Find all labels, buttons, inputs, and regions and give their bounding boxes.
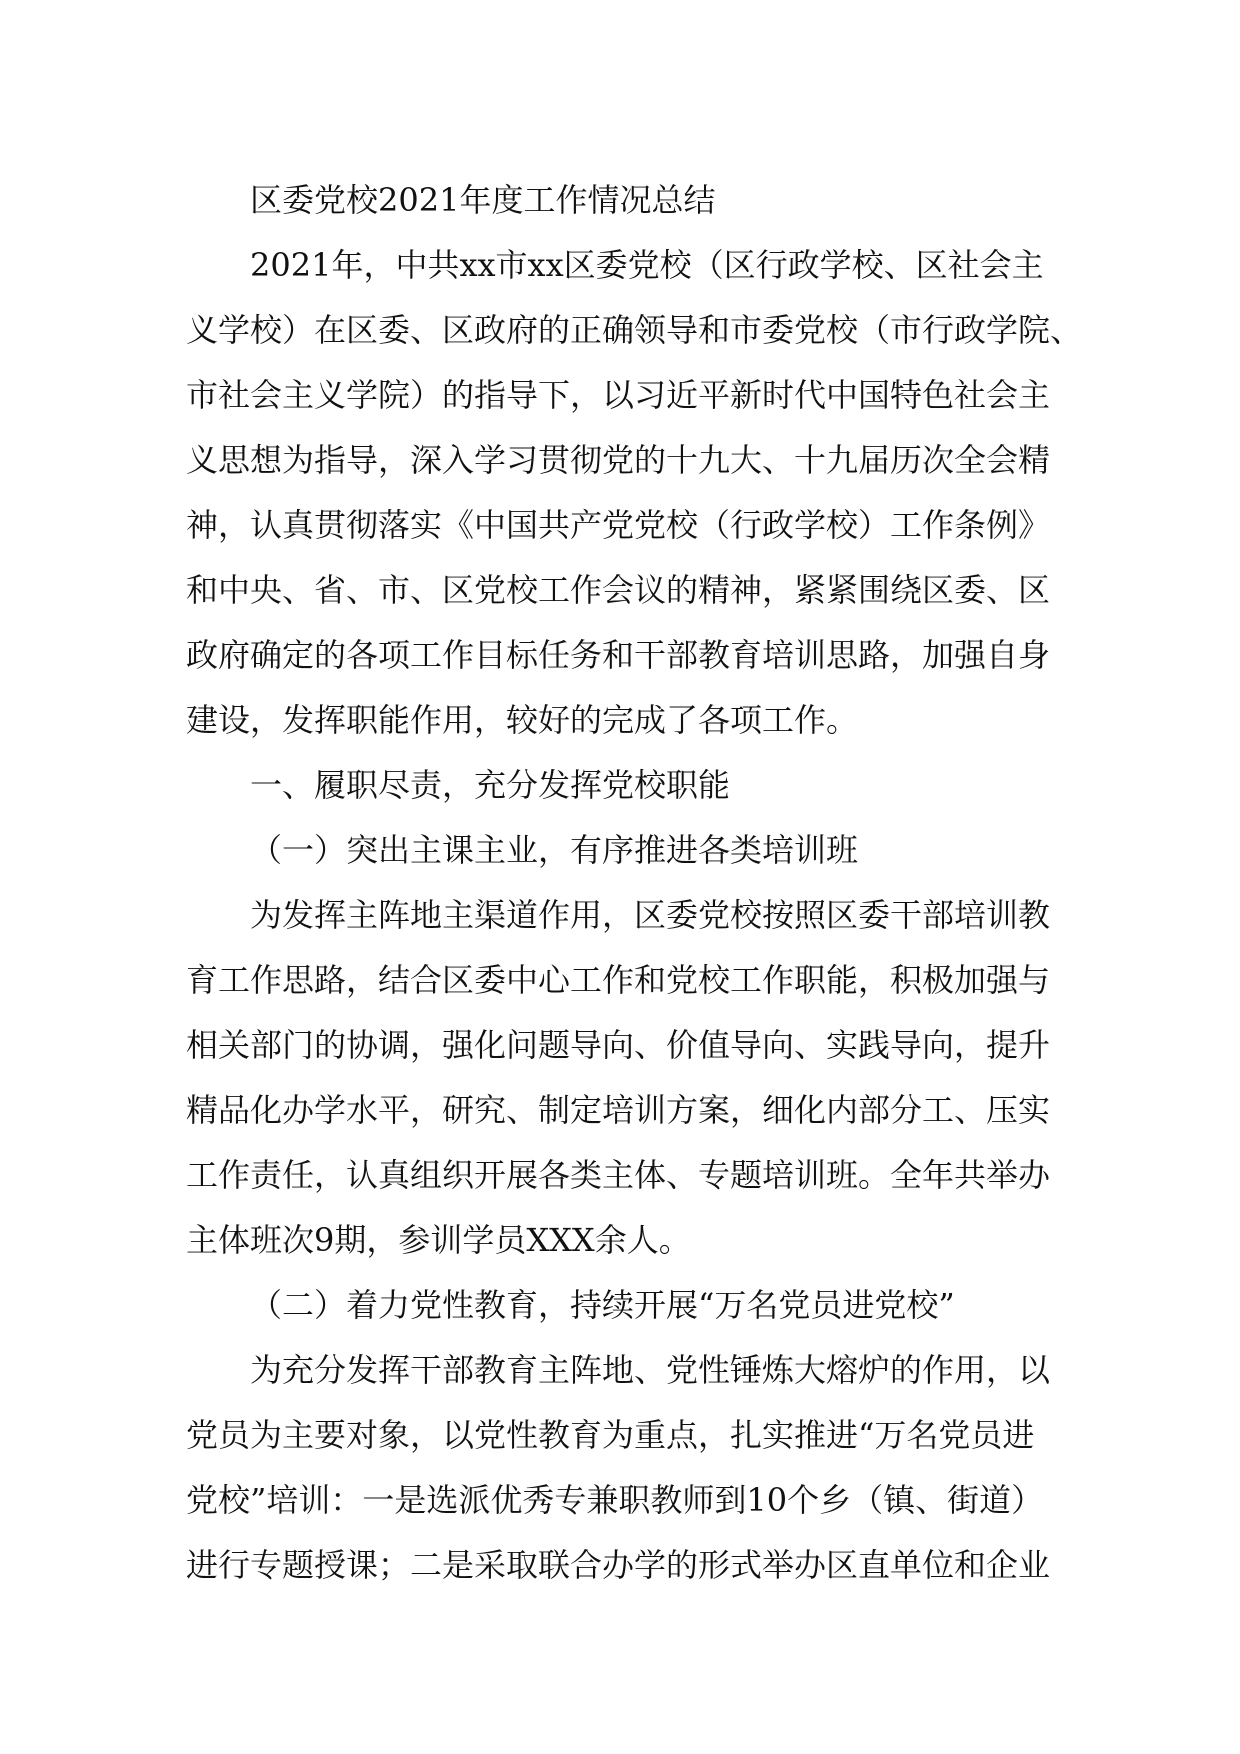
text-line: 育工作思路，结合区委中心工作和党校工作职能，积极加强与 — [186, 961, 1051, 999]
text-line: 为发挥主阵地主渠道作用，区委党校按照区委干部培训教 — [250, 896, 1051, 934]
text-line: 精品化办学水平，研究、制定培训方案，细化内部分工、压实 — [186, 1091, 1051, 1129]
document-title: 区委党校2021年度工作情况总结 — [250, 181, 716, 219]
text-line: 一、履职尽责，充分发挥党校职能 — [250, 766, 731, 804]
text-line: 2021年，中共xx市xx区委党校（区行政学校、区社会主 — [250, 246, 1044, 284]
text-line: 和中央、省、市、区党校工作会议的精神，紧紧围绕区委、区 — [186, 571, 1051, 609]
text-line: 义思想为指导，深入学习贯彻党的十九大、十九届历次全会精 — [186, 441, 1051, 479]
text-line: 市社会主义学院）的指导下，以习近平新时代中国特色社会主 — [186, 376, 1051, 414]
text-line: 相关部门的协调，强化问题导向、价值导向、实践导向，提升 — [186, 1026, 1051, 1064]
text-line: 工作责任，认真组织开展各类主体、专题培训班。全年共举办 — [186, 1156, 1051, 1194]
text-line: 进行专题授课；二是采取联合办学的形式举办区直单位和企业 — [186, 1546, 1051, 1584]
text-line: 神，认真贯彻落实《中国共产党党校（行政学校）工作条例》 — [186, 506, 1051, 544]
text-line: （二）着力党性教育，持续开展“万名党员进党校” — [250, 1286, 955, 1324]
text-line: 义学校）在区委、区政府的正确领导和市委党校（市行政学院、 — [186, 311, 1083, 349]
text-line: 为充分发挥干部教育主阵地、党性锤炼大熔炉的作用，以 — [250, 1351, 1051, 1389]
text-line: 党校”培训：一是选派优秀专兼职教师到10个乡（镇、街道） — [186, 1481, 1044, 1519]
document-body — [186, 168, 1083, 1598]
text-line: 主体班次9期，参训学员XXX余人。 — [186, 1221, 691, 1259]
paragraph-lines — [186, 233, 1083, 1598]
text-line: 党员为主要对象，以党性教育为重点，扎实推进“万名党员进 — [186, 1416, 1035, 1454]
text-line: （一）突出主课主业，有序推进各类培训班 — [250, 831, 859, 869]
text-line: 政府确定的各项工作目标任务和干部教育培训思路，加强自身 — [186, 636, 1051, 674]
text-line: 建设，发挥职能作用，较好的完成了各项工作。 — [186, 701, 859, 739]
